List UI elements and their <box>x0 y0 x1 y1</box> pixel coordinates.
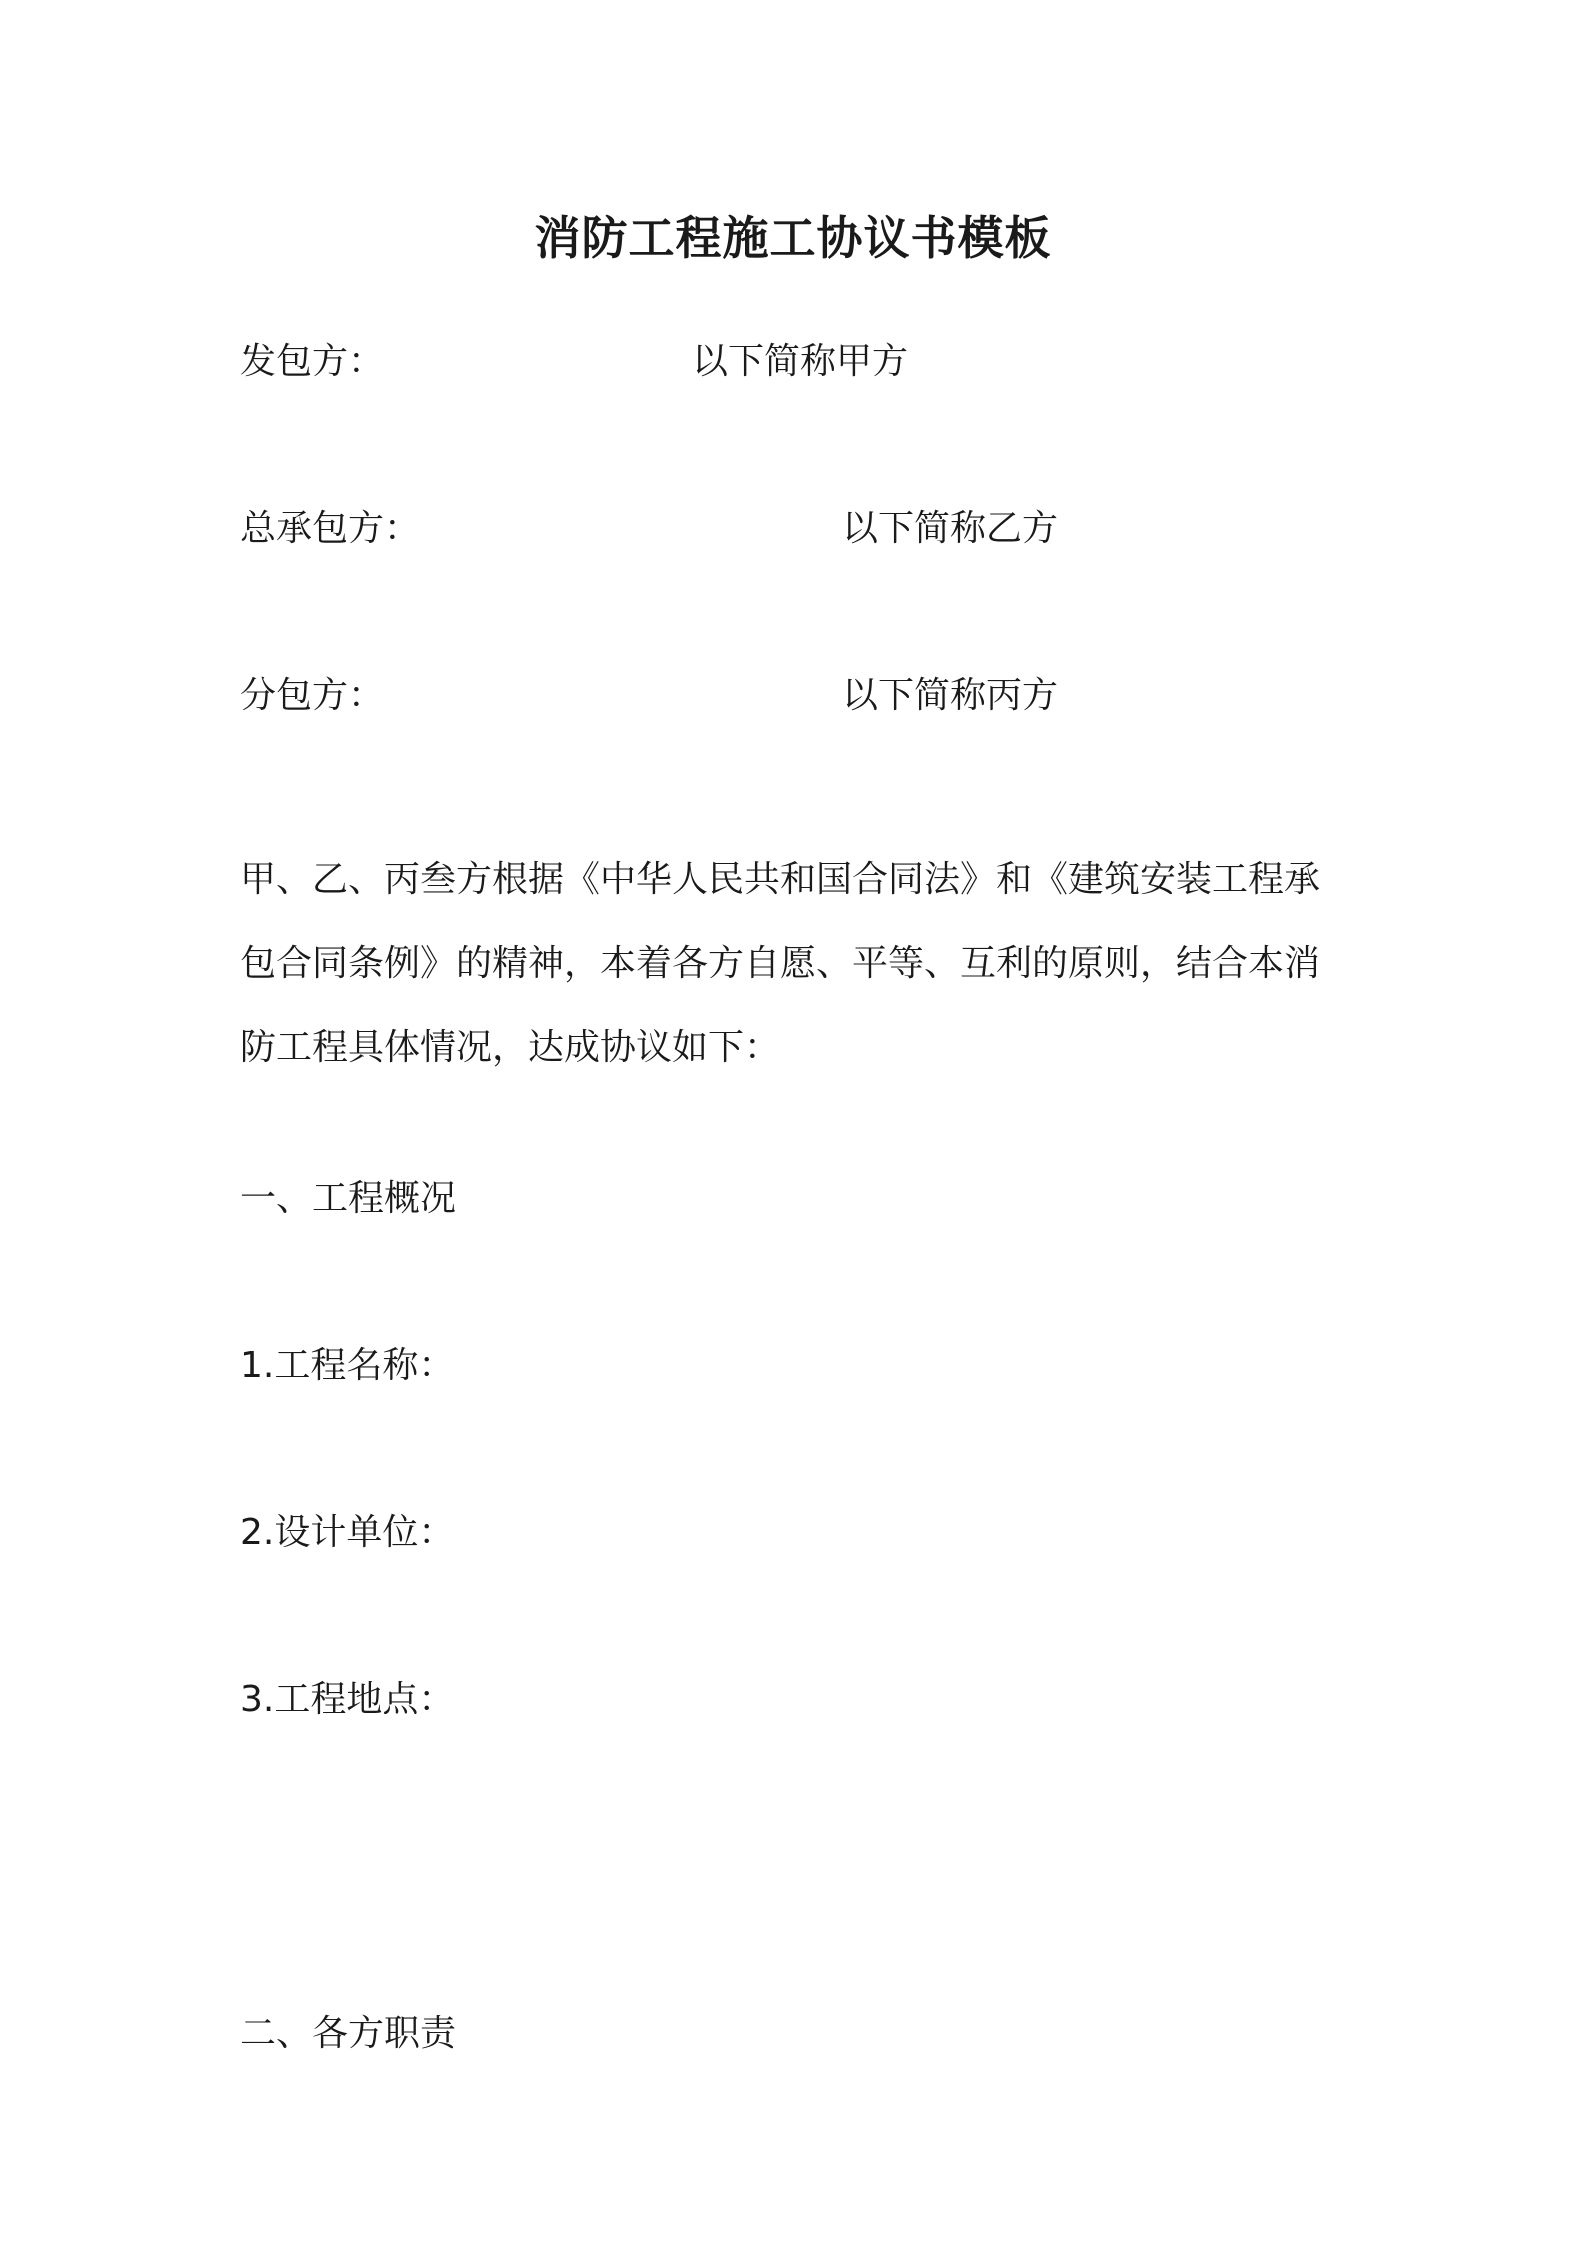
section-heading-project-overview: 一、工程概况 <box>240 1178 457 1219</box>
project-location-label: 3.工程地点： <box>240 1679 455 1720</box>
employer-label: 发包方： <box>240 341 385 382</box>
subcontractor-note: 以下简称丙方 <box>842 675 1059 716</box>
preamble-paragraph <box>240 838 1360 1090</box>
section-heading-responsibilities: 二、各方职责 <box>240 2013 457 2054</box>
preamble-line: 包合同条例》的精神，本着各方自愿、平等、互利的原则，结合本消 <box>240 943 1321 984</box>
general-contractor-label: 总承包方： <box>240 508 421 549</box>
design-unit-label: 2.设计单位： <box>240 1512 455 1553</box>
preamble-line: 防工程具体情况，达成协议如下： <box>240 1027 781 1068</box>
subcontractor-label: 分包方： <box>240 675 385 716</box>
general-contractor-note: 以下简称乙方 <box>842 508 1059 549</box>
employer-note: 以下简称甲方 <box>692 341 909 382</box>
preamble-line: 甲、乙、丙叁方根据《中华人民共和国合同法》和《建筑安装工程承 <box>240 859 1321 900</box>
document-title: 消防工程施工协议书模板 <box>534 211 1052 265</box>
project-name-label: 1.工程名称： <box>240 1345 455 1386</box>
